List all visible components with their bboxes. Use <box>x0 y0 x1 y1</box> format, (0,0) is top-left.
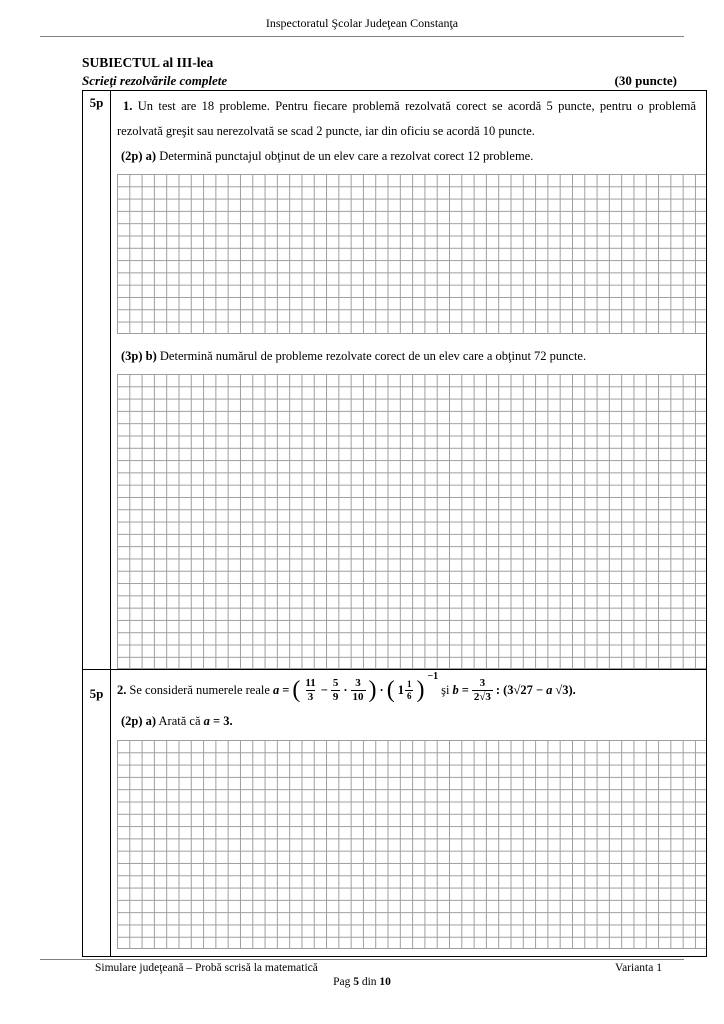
document-header <box>40 16 684 37</box>
math-equals-2: = <box>461 682 469 697</box>
subject-subrow <box>82 73 677 89</box>
answer-grid-1b <box>117 374 706 669</box>
subject-block <box>82 55 677 89</box>
problem-2a-text: Arată că <box>158 714 201 728</box>
problem-2a-label: (2p) a) <box>121 714 157 728</box>
problem-2a-math-var: a <box>203 714 210 728</box>
mixed-number-1-1-6: 1 $\frac{1}{6}$ <box>397 679 412 701</box>
footer-right: Varianta 1 <box>615 962 662 974</box>
problem-1b-line <box>117 344 702 369</box>
problem-1a-label: (2p) a) <box>121 149 157 163</box>
problem-2-intro: Se consideră numerele reale <box>129 682 270 697</box>
answer-table <box>82 90 707 957</box>
answer-grid-1a <box>117 174 706 334</box>
math-var-b: b <box>452 682 459 697</box>
problem-2-marks: 5p <box>83 670 111 956</box>
math-tail-post: √3). <box>555 682 576 697</box>
math-tail-var-a: a <box>546 682 553 697</box>
math-minus: − <box>320 682 328 697</box>
fraction-5-9: $\frac{5}{9}$ <box>332 676 339 703</box>
math-cdot: · <box>343 682 348 697</box>
fraction-3-2sqrt3: $\frac{3}{2√3}$ <box>473 676 491 703</box>
fraction-1-6: $\frac{1}{6}$ <box>406 679 412 701</box>
footer-left: Simulare judeţeană – Probă scrisă la matematică <box>95 962 318 974</box>
math-var-a: a <box>272 682 280 697</box>
subject-points: (30 puncte) <box>614 73 677 88</box>
page-footer <box>40 959 684 988</box>
math-cdot-2: · <box>379 682 384 697</box>
problem-1a-line <box>117 144 702 169</box>
math-colon: : <box>495 682 501 697</box>
subject-instruction: Scrieţi rezolvările complete <box>82 73 228 88</box>
footer-page-indicator: Pag 5 din 10 <box>333 976 391 988</box>
problem-2-row <box>83 669 706 956</box>
problem-1-statement <box>117 94 702 144</box>
problem-1b-text: Determină numărul de probleme rezolvate corect de un elev care a obţinut 72 puncte. <box>159 349 587 363</box>
subject-heading: SUBIECTUL al III-lea <box>82 55 214 70</box>
problem-2a-math-rest: = 3. <box>213 714 233 728</box>
footer-page-total: 10 <box>379 976 391 988</box>
problem-1-number: 1. <box>123 99 133 113</box>
problem-1a-text: Determină punctajul obţinut de un elev care a rezolvat corect 12 probleme. <box>159 149 534 163</box>
math-exponent: −1 <box>427 671 439 682</box>
answer-grid-2a <box>117 740 706 949</box>
math-conjunction: şi <box>441 682 450 697</box>
footer-page-number: 5 <box>353 976 359 988</box>
problem-1-marks: 5p <box>83 91 111 669</box>
problem-2-number: 2. <box>117 682 127 697</box>
footer-row <box>40 960 684 974</box>
math-equals: = <box>282 682 290 697</box>
problem-1-row <box>83 91 706 669</box>
fraction-11-3: $\frac{11}{3}$ <box>305 676 316 703</box>
math-tail-pre: (3√27 − <box>503 682 544 697</box>
problem-2a-line <box>117 709 702 734</box>
problem-1-cell <box>111 91 706 669</box>
header-title: Inspectoratul Şcolar Judeţean Constanţa <box>265 16 459 30</box>
problem-1-text: Un test are 18 probleme. Pentru fiecare problemă rezolvată corect se acordă 5 puncte, pentru o problemă rezolvată greşit sau nerezolvată se scad 2 puncte, iar din oficiu se acordă 10 puncte. <box>117 99 697 138</box>
fraction-3-10: $\frac{3}{10}$ <box>352 676 364 703</box>
problem-2-statement: 2. Se consideră numerele reale a = ( $\frac{11}{3}$ − $\frac{5}{9}$ · $\frac{3}{10}$ ) · ( 1 $\frac{1}{6}$ ) −1 şi b = $\frac{3}{2√3}$ : (3√27 − a √3). <box>117 671 576 703</box>
problem-2-cell <box>111 670 706 956</box>
problem-1b-label: (3p) b) <box>121 349 157 363</box>
